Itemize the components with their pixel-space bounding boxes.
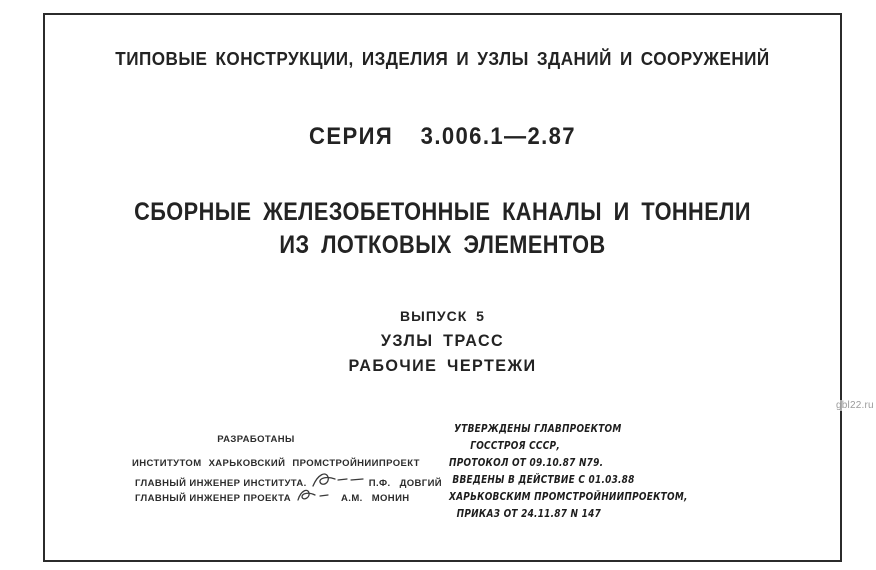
- issue-label: ВЫПУСК 5: [400, 308, 485, 324]
- developers-heading: РАЗРАБОТАНЫ: [217, 434, 295, 445]
- chief-engineer-institute-name: П.Ф. ДОВГИЙ: [368, 477, 443, 489]
- approval-line: ХАРЬКОВСКИМ ПРОМСТРОЙНИИПРОЕКТОМ,: [449, 490, 688, 503]
- issue-subtitle-nodes: УЗЛЫ ТРАСС: [380, 331, 505, 350]
- watermark: gbl22.ru: [836, 400, 874, 411]
- chief-engineer-project-row: [135, 492, 425, 504]
- chief-engineer-project-label: ГЛАВНЫЙ ИНЖЕНЕР ПРОЕКТА: [135, 492, 292, 504]
- approval-line: ПРОТОКОЛ ОТ 09.10.87 N79.: [449, 456, 604, 469]
- approval-line: ПРИКАЗ ОТ 24.11.87 N 147: [456, 507, 602, 520]
- document-category-line: ТИПОВЫЕ КОНСТРУКЦИИ, ИЗДЕЛИЯ И УЗЛЫ ЗДАНИЙ И СООРУЖЕНИЙ: [115, 49, 770, 69]
- main-title-line2: ИЗ ЛОТКОВЫХ ЭЛЕМЕНТОВ: [279, 231, 606, 259]
- approval-line: ГОССТРОЯ СССР,: [470, 439, 560, 452]
- series-line: [77, 123, 808, 151]
- series-number: 3.006.1—2.87: [420, 123, 576, 150]
- chief-engineer-institute-label: ГЛАВНЫЙ ИНЖЕНЕР ИНСТИТУТА.: [135, 477, 307, 489]
- developers-institute-line: ИНСТИТУТОМ ХАРЬКОВСКИЙ ПРОМСТРОЙНИИПРОЕКТ: [132, 458, 420, 469]
- main-title-line1: СБОРНЫЕ ЖЕЛЕЗОБЕТОННЫЕ КАНАЛЫ И ТОННЕЛИ: [134, 198, 751, 226]
- approval-block: [449, 421, 687, 522]
- issue-subtitle-working-drawings: РАБОЧИЕ ЧЕРТЕЖИ: [348, 356, 537, 375]
- series-label: СЕРИЯ: [309, 123, 394, 150]
- chief-engineer-project-name: А.М. МОНИН: [341, 492, 410, 504]
- approval-line: УТВЕРЖДЕНЫ ГЛАВПРОЕКТОМ: [454, 423, 622, 435]
- chief-engineer-institute-row: [135, 476, 443, 490]
- page-border-frame: [43, 13, 842, 562]
- signature-monin-icon: [294, 486, 338, 504]
- developers-block: [125, 434, 443, 504]
- approval-line: ВВЕДЕНЫ В ДЕЙСТВИЕ С 01.03.88: [452, 473, 635, 486]
